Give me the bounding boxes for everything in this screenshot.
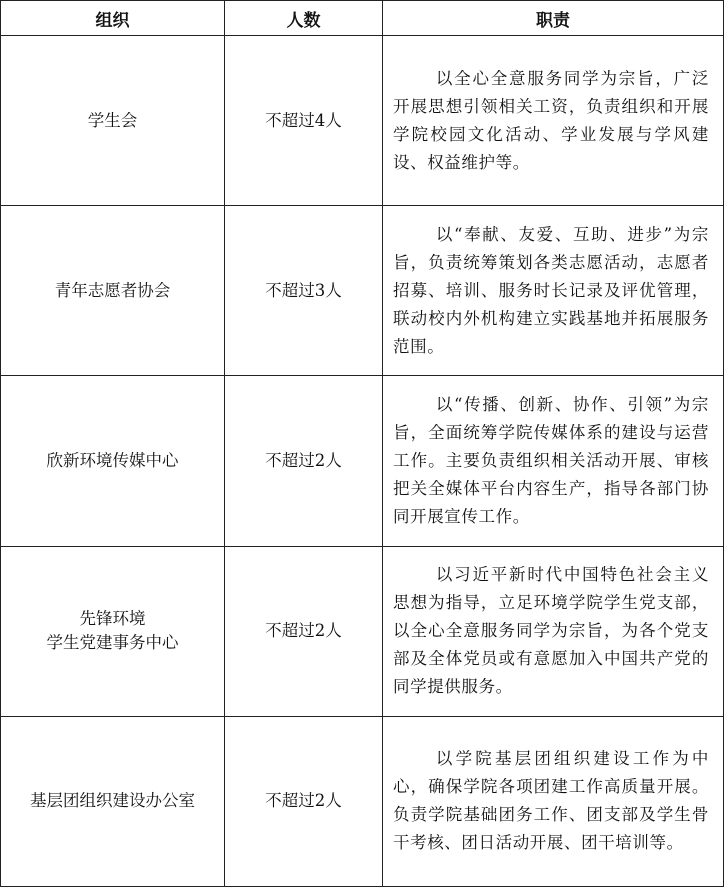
table-row	[1, 716, 724, 886]
table-row	[1, 206, 724, 376]
table-header-row	[1, 1, 724, 36]
org-name: 青年志愿者协会	[54, 280, 171, 300]
duty-text: 以“奉献、友爱、互助、进步”为宗旨，负责统筹策划各类志愿活动，志愿者招募、培训、服务时长记录及评优管理，联动校内外机构建立实践基地并拓展服务范围。	[393, 224, 709, 356]
member-count: 不超过2人	[225, 716, 383, 886]
org-name-cell	[1, 716, 225, 886]
duty-cell	[383, 546, 724, 716]
duty-cell	[383, 376, 724, 546]
header-count: 人数	[225, 1, 383, 36]
org-name-line-2: 学生党建事务中心	[46, 633, 179, 653]
header-duty: 职责	[383, 1, 724, 36]
org-name-cell	[1, 376, 225, 546]
table-row	[1, 36, 724, 206]
duty-text: 以学院基层团组织建设工作为中心，确保学院各项团建工作高质量开展。负责学院基础团务工作、团支部及学生骨干考核、团日活动开展、团干培训等。	[393, 749, 709, 853]
duty-text: 以全心全意服务同学为宗旨，广泛开展思想引领相关工资，负责组织和开展学院校园文化活动、学业发展与学风建设、权益维护等。	[393, 68, 709, 172]
org-name: 基层团组织建设办公室	[30, 791, 195, 811]
duty-text: 以“传播、创新、协作、引领”为宗旨，全面统筹学院传媒体系的建设与运营工作。主要负责组织相关活动开展、审核把关全媒体平台内容生产，指导各部门协同开展宣传工作。	[393, 394, 709, 526]
duty-text: 以习近平新时代中国特色社会主义思想为指导，立足环境学院学生党支部，以全心全意服务同学为宗旨，为各个党支部及全体党员或有意愿加入中国共产党的同学提供服务。	[393, 565, 709, 697]
org-name: 学生会	[87, 110, 138, 130]
member-count: 不超过2人	[225, 546, 383, 716]
org-name: 欣新环境传媒中心	[46, 450, 179, 470]
table-row	[1, 376, 724, 546]
member-count: 不超过4人	[225, 36, 383, 206]
table-row	[1, 546, 724, 716]
org-name-cell	[1, 36, 225, 206]
duty-cell	[383, 206, 724, 376]
duty-cell	[383, 36, 724, 206]
member-count: 不超过2人	[225, 376, 383, 546]
duty-cell	[383, 716, 724, 886]
org-name-cell	[1, 546, 225, 716]
org-name-line-1: 先锋环境	[79, 609, 146, 629]
org-name-cell	[1, 206, 225, 376]
header-org: 组织	[1, 1, 225, 36]
member-count: 不超过3人	[225, 206, 383, 376]
